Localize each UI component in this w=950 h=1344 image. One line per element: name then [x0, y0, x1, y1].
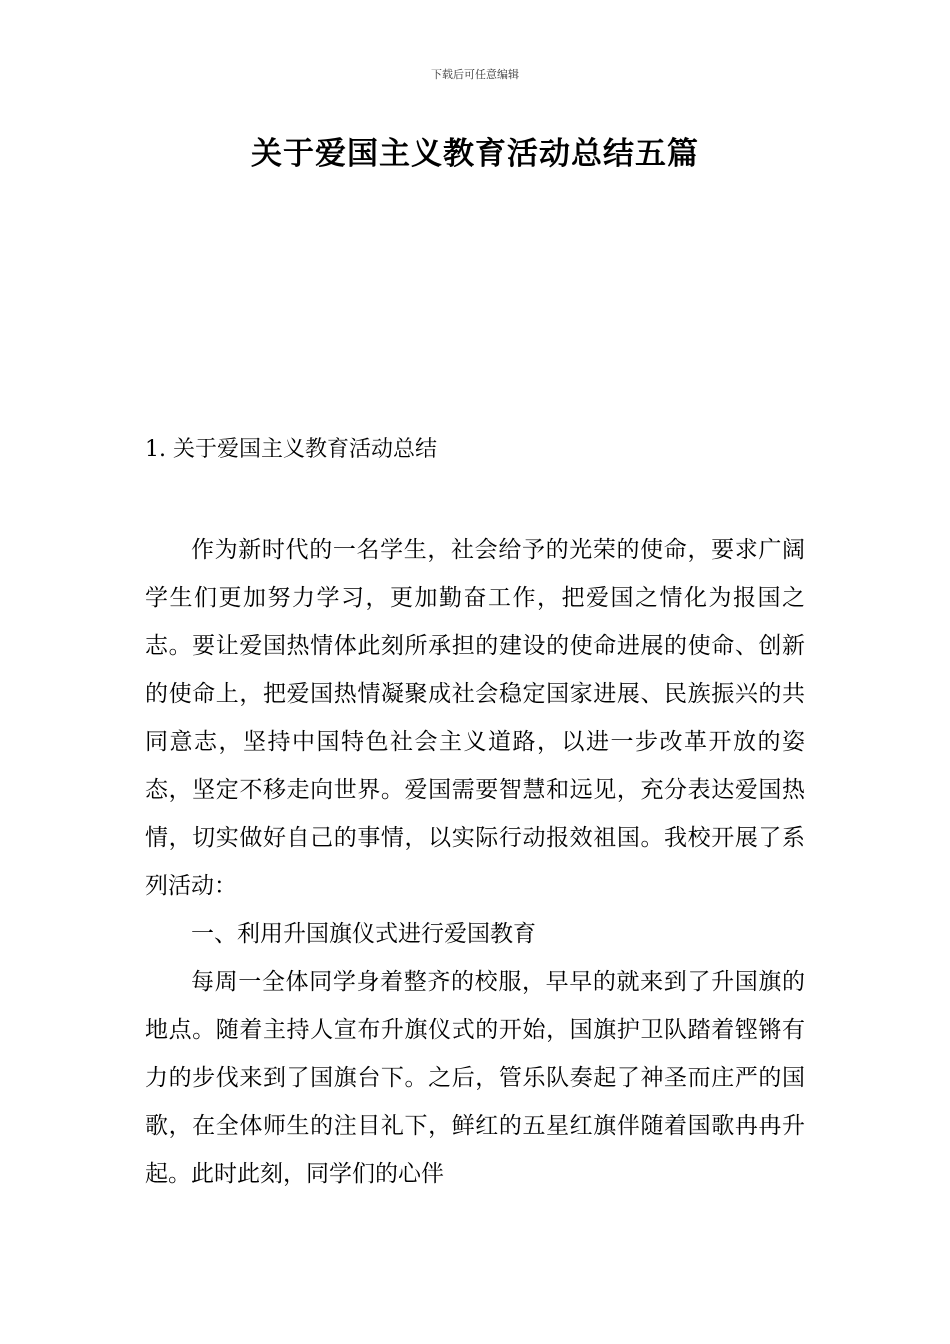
header-note: 下载后可任意编辑	[431, 68, 519, 81]
body-text	[145, 526, 805, 1198]
paragraph-subheading: 一、利用升国旗仪式进行爱国教育	[191, 921, 536, 947]
paragraph-intro: 作为新时代的一名学生，社会给予的光荣的使命，要求广阔学生们更加努力学习，更加勤奋工作，把爱国之情化为报国之志。要让爱国热情体此刻所承担的建设的使命进展的使命、创新的使命上，把爱国热情凝聚成社会稳定国家进展、民族振兴的共同意志，坚持中国特色社会主义道路，以进一步改革开放的姿态，坚定不移走向世界。爱国需要智慧和远见，充分表达爱国热情，切实做好自己的事情，以实际行动报效祖国。我校开展了系列活动：	[145, 537, 805, 899]
page-title: 关于爱国主义教育活动总结五篇	[251, 136, 699, 172]
paragraph-flag-ceremony: 每周一全体同学身着整齐的校服，早早的就来到了升国旗的地点。随着主持人宣布升旗仪式的开始，国旗护卫队踏着铿锵有力的步伐来到了国旗台下。之后，管乐队奏起了神圣而庄严的国歌，在全体师生的注目礼下，鲜红的五星红旗伴随着国歌冉冉升起。此时此刻，同学们的心伴	[145, 969, 805, 1187]
section-heading: 1. 关于爱国主义教育活动总结	[145, 437, 437, 462]
